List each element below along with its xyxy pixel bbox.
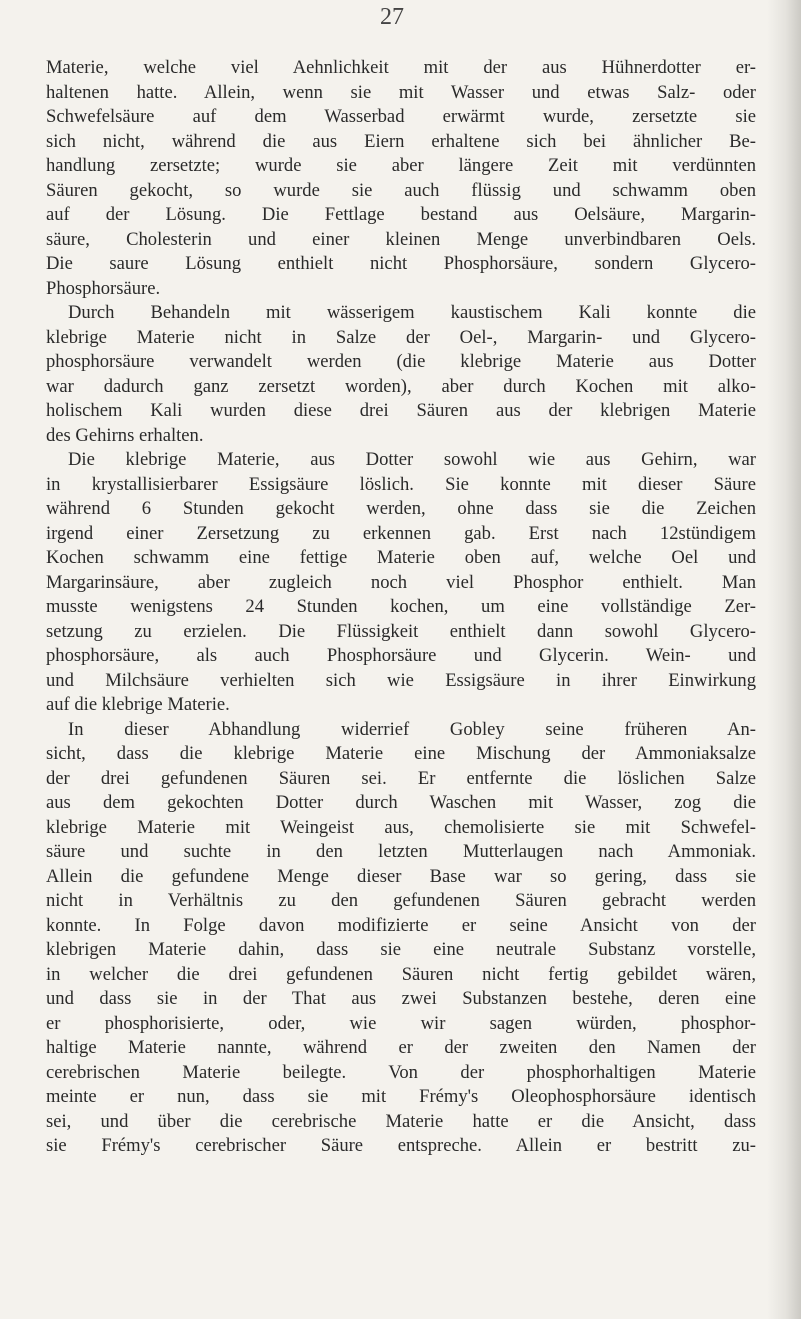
text-line: war dadurch ganz zersetzt worden), aber durch Kochen mit alko- xyxy=(46,375,756,397)
text-line: sie Frémy's cerebrischer Säure entspreche. Allein er bestritt zu- xyxy=(46,1135,756,1156)
text-line: nicht in Verhältnis zu den gefundenen Säuren gebracht werden xyxy=(46,890,756,911)
text-line: und dass sie in der That aus zwei Substanzen bestehe, deren eine xyxy=(46,988,756,1009)
text-line: phosphorsäure, als auch Phosphorsäure und Glycerin. Wein- und xyxy=(46,645,756,666)
text-line: meinte er nun, dass sie mit Frémy's Oleophosphorsäure identisch xyxy=(46,1086,756,1107)
page-number: 27 xyxy=(380,4,404,30)
paragraph xyxy=(46,718,756,1159)
text-line: säure und suchte in den letzten Mutterlaugen nach Ammoniak. xyxy=(46,841,756,862)
text-line: Phosphorsäure. xyxy=(46,277,161,299)
text-line: Kochen schwamm eine fettige Materie oben auf, welche Oel und xyxy=(46,547,756,568)
text-line: aus dem gekochten Dotter durch Waschen mit Wasser, zog die xyxy=(46,792,756,813)
text-line: sei, und über die cerebrische Materie hatte er die Ansicht, dass xyxy=(46,1110,756,1132)
text-line: er phosphorisierte, oder, wie wir sagen würden, phosphor- xyxy=(46,1012,756,1034)
text-line: klebrigen Materie dahin, dass sie eine neutrale Substanz vorstelle, xyxy=(46,939,756,960)
text-line: handlung zersetzte; wurde sie aber längere Zeit mit verdünnten xyxy=(46,155,756,176)
text-line: auf der Lösung. Die Fettlage bestand aus Oelsäure, Margarin- xyxy=(46,204,756,225)
text-line: Säuren gekocht, so wurde sie auch flüssig und schwamm oben xyxy=(46,179,756,201)
page-edge-shadow xyxy=(767,0,801,1319)
text-line: Schwefelsäure auf dem Wasserbad erwärmt wurde, zersetzte sie xyxy=(46,106,756,127)
text-line: Die klebrige Materie, aus Dotter sowohl wie aus Gehirn, war xyxy=(68,449,756,470)
text-line: cerebrischen Materie beilegte. Von der phosphorhaltigen Materie xyxy=(46,1061,756,1083)
paragraph xyxy=(46,301,756,448)
text-line: und Milchsäure verhielten sich wie Essigsäure in ihrer Einwirkung xyxy=(46,669,756,691)
text-line: Die saure Lösung enthielt nicht Phosphorsäure, sondern Glycero- xyxy=(46,253,756,274)
text-line: In dieser Abhandlung widerrief Gobley seine früheren An- xyxy=(68,718,756,740)
text-line: konnte. In Folge davon modifizierte er seine Ansicht von der xyxy=(46,914,756,936)
text-line: während 6 Stunden gekocht werden, ohne dass sie die Zeichen xyxy=(46,498,756,519)
text-line: in welcher die drei gefundenen Säuren nicht fertig gebildet wären, xyxy=(46,963,756,985)
text-line: setzung zu erzielen. Die Flüssigkeit enthielt dann sowohl Glycero- xyxy=(46,620,756,642)
text-line: der drei gefundenen Säuren sei. Er entfernte die löslichen Salze xyxy=(46,767,756,789)
text-line: phosphorsäure verwandelt werden (die klebrige Materie aus Dotter xyxy=(46,351,756,372)
text-line: haltige Materie nannte, während er der zweiten den Namen der xyxy=(46,1037,756,1058)
text-line: auf die klebrige Materie. xyxy=(46,694,230,715)
text-line: Durch Behandeln mit wässerigem kaustischem Kali konnte die xyxy=(68,302,756,323)
text-line: Margarinsäure, aber zugleich noch viel Phosphor enthielt. Man xyxy=(46,571,756,593)
text-line: musste wenigstens 24 Stunden kochen, um eine vollständige Zer- xyxy=(46,596,756,617)
text-line: irgend einer Zersetzung zu erkennen gab. Erst nach 12stündigem xyxy=(46,522,756,544)
text-line: Allein die gefundene Menge dieser Base war so gering, dass sie xyxy=(46,865,756,887)
text-line: sicht, dass die klebrige Materie eine Mischung der Ammoniaksalze xyxy=(46,743,756,764)
text-line: holischem Kali wurden diese drei Säuren aus der klebrigen Materie xyxy=(46,400,756,421)
paragraph xyxy=(46,448,756,718)
body-text xyxy=(46,56,756,1159)
text-line: des Gehirns erhalten. xyxy=(46,424,204,446)
text-line: säure, Cholesterin und einer kleinen Menge unverbindbaren Oels. xyxy=(46,228,756,250)
text-line: haltenen hatte. Allein, wenn sie mit Wasser und etwas Salz- oder xyxy=(46,81,756,103)
text-line: klebrige Materie mit Weingeist aus, chemolisierte sie mit Schwefel- xyxy=(46,816,756,838)
text-line: in krystallisierbarer Essigsäure löslich. Sie konnte mit dieser Säure xyxy=(46,473,756,495)
text-line: Materie, welche viel Aehnlichkeit mit der aus Hühnerdotter er- xyxy=(46,57,756,78)
text-line: klebrige Materie nicht in Salze der Oel-, Margarin- und Glycero- xyxy=(46,326,756,348)
paragraph xyxy=(46,56,756,301)
text-line: sich nicht, während die aus Eiern erhaltene sich bei ähnlicher Be- xyxy=(46,130,756,152)
